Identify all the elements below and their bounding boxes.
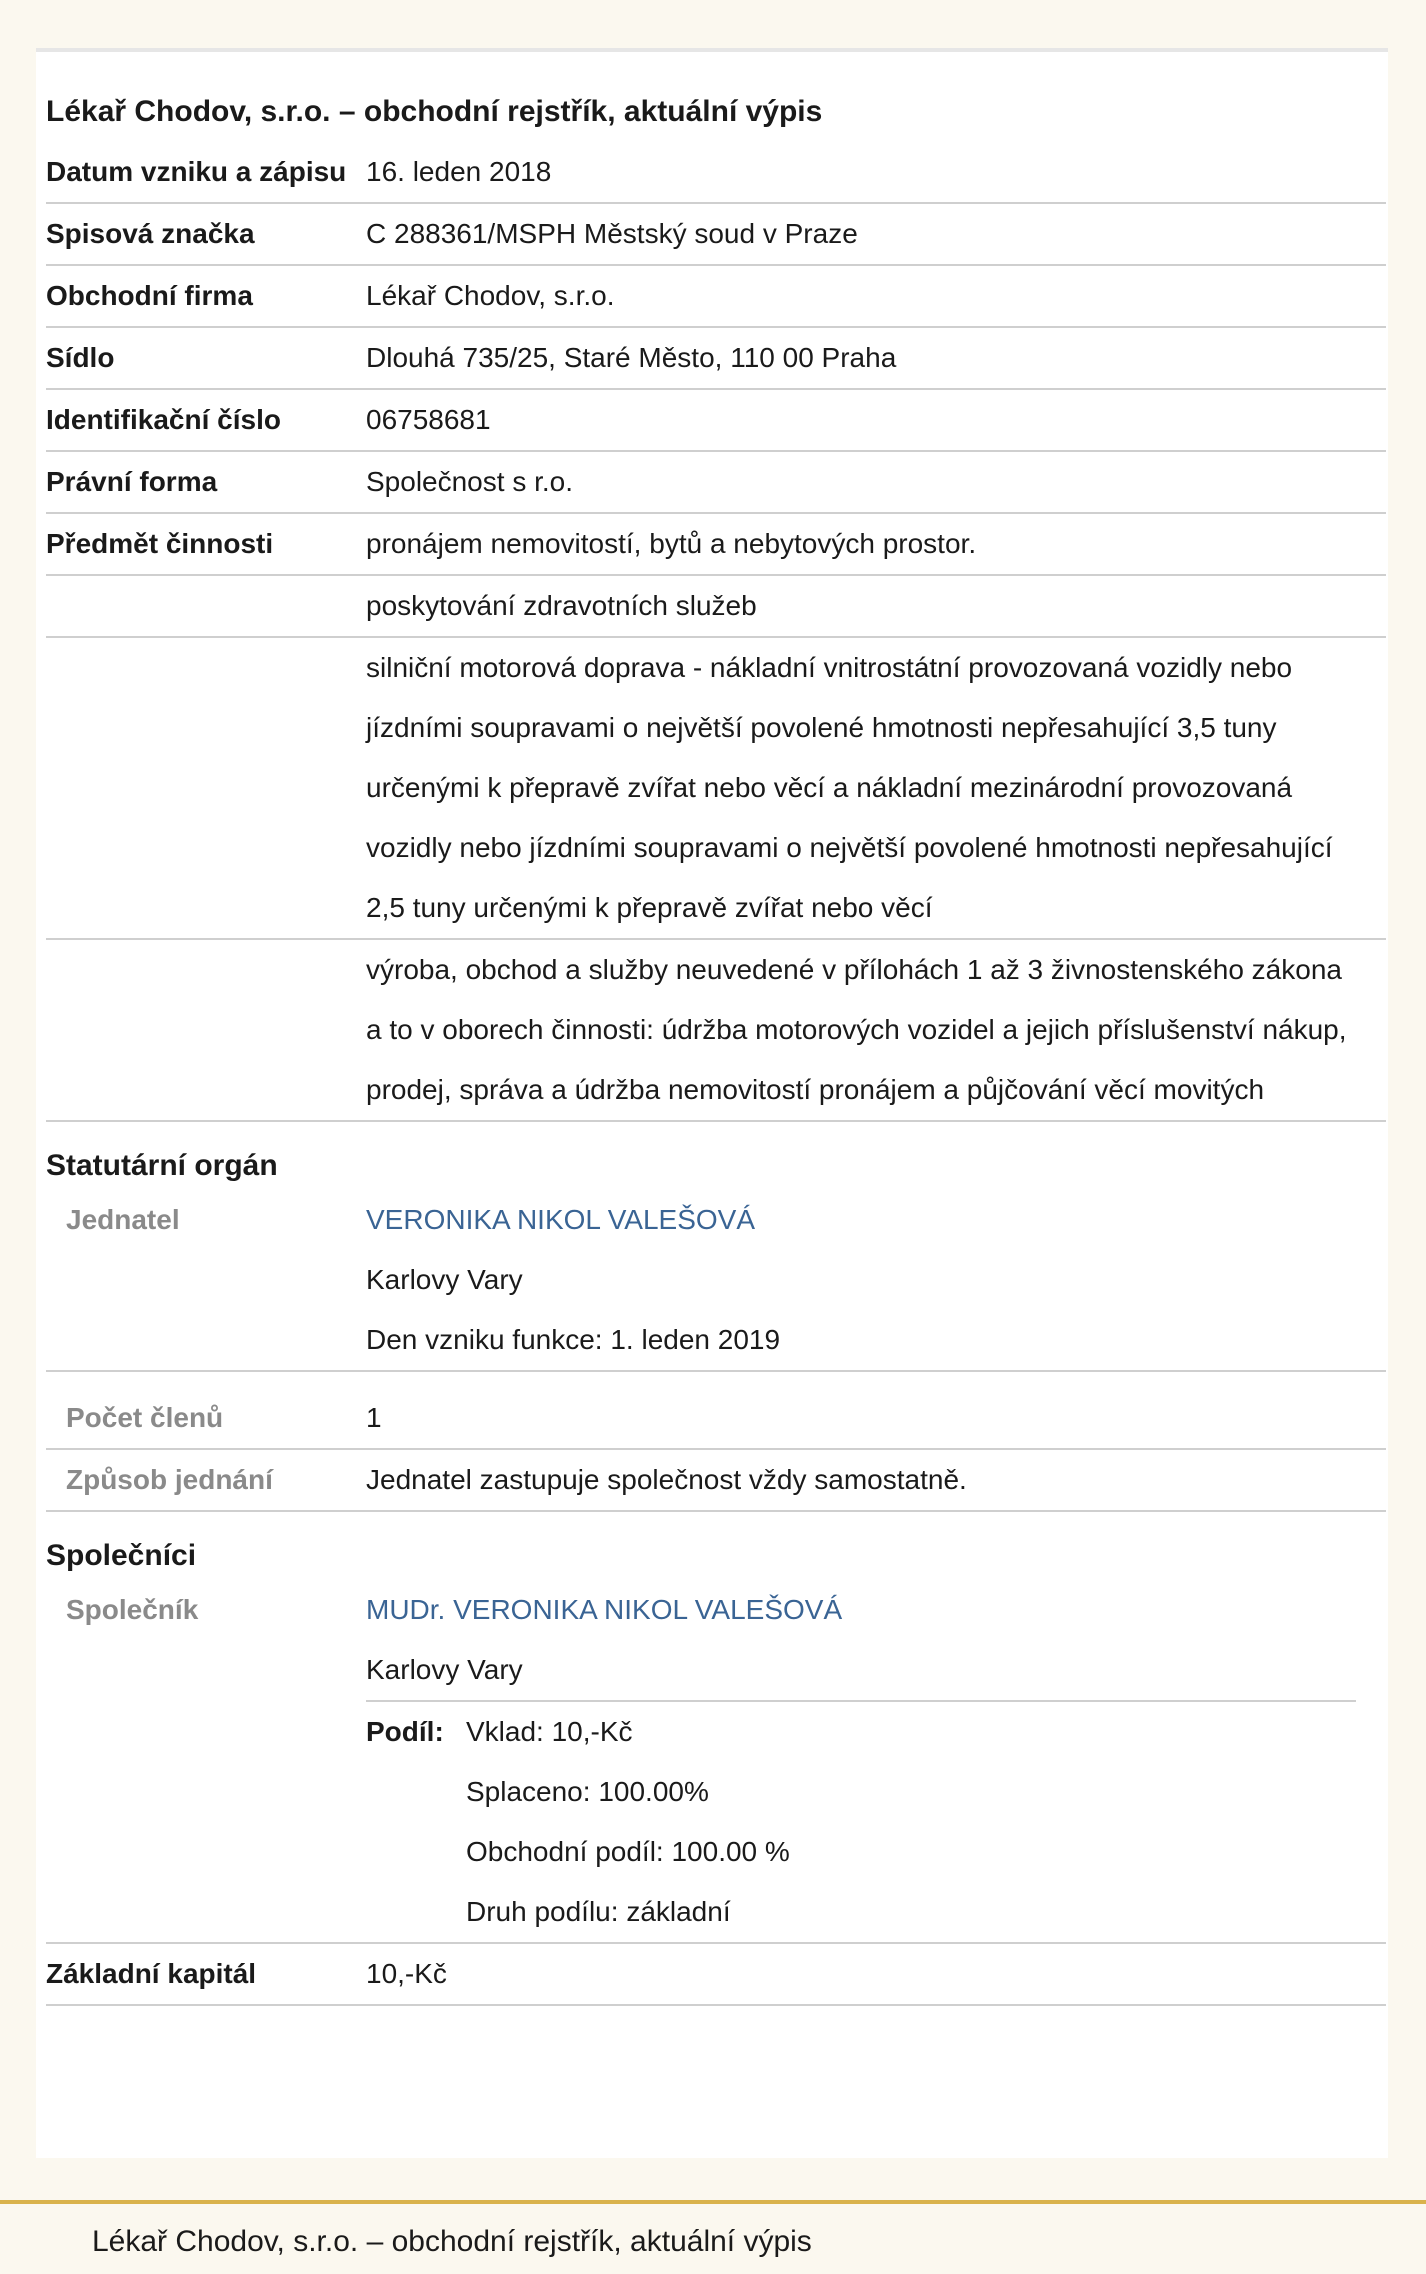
row-datum-vzniku [46, 142, 1386, 204]
value-predmet-cinnosti-4: výroba, obchod a služby neuvedené v přílohách 1 až 3 živnostenského zákona a to v oborech činnosti: údržba motorových vozidel a jejich příslušenství nákup, prodej, správa a údržba nemovitostí pronájem a půjčování věcí movitých [366, 954, 1347, 1105]
label-datum-vzniku: Datum vzniku a zápisu [46, 156, 347, 187]
podil-druh: Druh podílu: základní [466, 1896, 731, 1927]
value-datum-vzniku: 16. leden 2018 [366, 156, 552, 187]
label-pocet-clenu: Počet členů [66, 1402, 224, 1433]
row-spolecnik [46, 1580, 1386, 1942]
row-predmet-cinnosti-4 [46, 940, 1386, 1122]
podil-values [466, 1702, 1356, 1942]
row-zakladni-kapital [46, 1942, 1386, 2006]
label-spisova-znacka: Spisová značka [46, 218, 255, 249]
row-jednatel [46, 1190, 1386, 1372]
value-jednatel [366, 1190, 1386, 1370]
value-zakladni-kapital: 10,-Kč [366, 1958, 447, 1989]
label-jednatel: Jednatel [66, 1204, 180, 1235]
row-spisova-znacka [46, 204, 1386, 266]
register-content [46, 94, 1386, 2006]
label-zakladni-kapital: Základní kapitál [46, 1958, 257, 1989]
row-predmet-cinnosti-2 [46, 576, 1386, 638]
podil-splaceno: Splaceno: 100.00% [466, 1776, 709, 1807]
value-zpusob-jednani: Jednatel zastupuje společnost vždy samostatně. [366, 1464, 967, 1495]
label-zpusob-jednani: Způsob jednání [66, 1464, 273, 1495]
row-zpusob-jednani [46, 1450, 1386, 1512]
podil-obchodni: Obchodní podíl: 100.00 % [466, 1836, 790, 1867]
label-spolecnik: Společník [66, 1594, 199, 1625]
value-spisova-znacka: C 288361/MSPH Městský soud v Praze [366, 218, 858, 249]
value-sidlo: Dlouhá 735/25, Staré Město, 110 00 Praha [366, 342, 897, 373]
jednatel-city: Karlovy Vary [366, 1264, 523, 1295]
row-pocet-clenu [46, 1388, 1386, 1450]
label-obchodni-firma: Obchodní firma [46, 280, 253, 311]
value-predmet-cinnosti-3: silniční motorová doprava - nákladní vnitrostátní provozovaná vozidly nebo jízdními soupravami o největší povolené hmotnosti nepřesahující 3,5 tuny určenými k přepravě zvířat nebo věcí a nákladní mezinárodní provozovaná vozidly nebo jízdními soupravami o největší povolené hmotnosti nepřesahující 2,5 tuny určenými k přepravě zvířat nebo věcí [366, 652, 1333, 923]
jednatel-since: Den vzniku funkce: 1. leden 2019 [366, 1324, 781, 1355]
row-predmet-cinnosti-1 [46, 514, 1386, 576]
value-pocet-clenu: 1 [366, 1402, 382, 1433]
row-predmet-cinnosti-3 [46, 638, 1386, 940]
value-obchodni-firma: Lékař Chodov, s.r.o. [366, 280, 615, 311]
podil-label: Podíl: [366, 1716, 444, 1747]
label-sidlo: Sídlo [46, 342, 115, 373]
section-spolecnici: Společníci [46, 1539, 197, 1572]
register-card [36, 48, 1388, 2158]
jednatel-name-link[interactable]: VERONIKA NIKOL VALEŠOVÁ [366, 1204, 756, 1235]
row-ico [46, 390, 1386, 452]
page-title: Lékař Chodov, s.r.o. – obchodní rejstřík, aktuální výpis [46, 95, 823, 128]
podil-vklad: Vklad: 10,-Kč [466, 1716, 633, 1747]
section-statutarni-organ: Statutární orgán [46, 1149, 278, 1182]
label-ico: Identifikační číslo [46, 404, 281, 435]
value-predmet-cinnosti-2: poskytování zdravotních služeb [366, 590, 757, 621]
row-pravni-forma [46, 452, 1386, 514]
value-predmet-cinnosti-1: pronájem nemovitostí, bytů a nebytových prostor. [366, 528, 977, 559]
row-obchodni-firma [46, 266, 1386, 328]
value-ico: 06758681 [366, 404, 491, 435]
label-predmet-cinnosti: Předmět činnosti [46, 528, 274, 559]
footer-title: Lékař Chodov, s.r.o. – obchodní rejstřík, aktuální výpis [92, 2225, 812, 2258]
value-spolecnik [366, 1580, 1386, 1942]
spolecnik-city: Karlovy Vary [366, 1654, 523, 1685]
label-pravni-forma: Právní forma [46, 466, 218, 497]
value-pravni-forma: Společnost s r.o. [366, 466, 574, 497]
spolecnik-name-link[interactable]: MUDr. VERONIKA NIKOL VALEŠOVÁ [366, 1594, 843, 1625]
row-sidlo [46, 328, 1386, 390]
page-footer [0, 2200, 1426, 2258]
podil-box [366, 1700, 1356, 1942]
